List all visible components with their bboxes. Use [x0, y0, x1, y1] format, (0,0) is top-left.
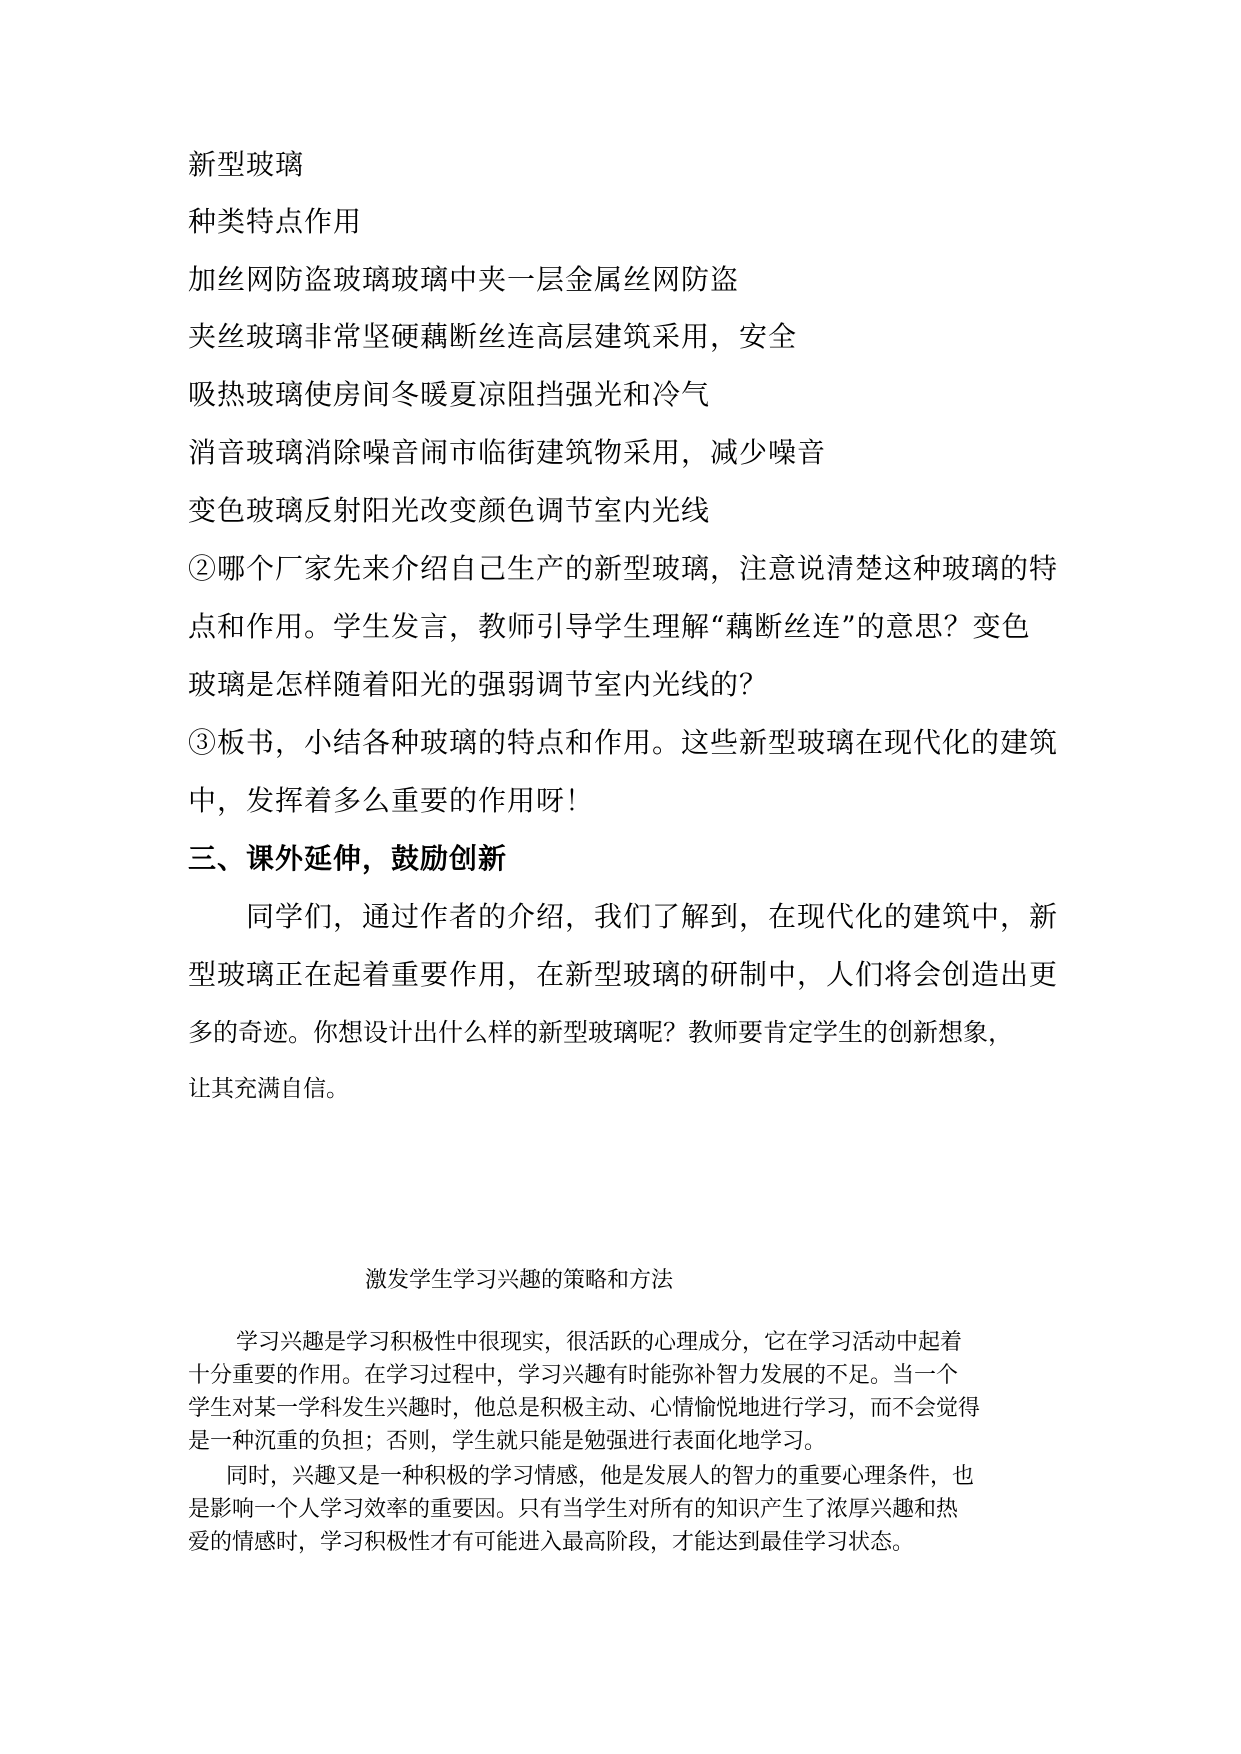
article-line: 十分重要的作用。在学习过程中，学习兴趣有时能弥补智力发展的不足。当一个: [188, 1363, 959, 1388]
article-line: 学生对某一学科发生兴趣时，他总是积极主动、心情愉悦地进行学习，而不会觉得: [188, 1396, 981, 1421]
text-line: 新型玻璃: [188, 148, 305, 181]
paragraph-line: 让其充满自信。: [188, 1076, 349, 1102]
text-line: 夹丝玻璃非常坚硬藕断丝连高层建筑采用，安全: [188, 320, 798, 353]
article-line: 是一种沉重的负担；否则，学生就只能是勉强进行表面化地学习。: [188, 1429, 827, 1454]
article-line: 学习兴趣是学习积极性中很现实，很活跃的心理成分，它在学习活动中起着: [236, 1330, 963, 1355]
paragraph-line: 同学们，通过作者的介绍，我们了解到，在现代化的建筑中，新: [246, 900, 1059, 933]
paragraph-line: 型玻璃正在起着重要作用，在新型玻璃的研制中，人们将会创造出更: [188, 958, 1059, 991]
text-line: 中，发挥着多么重要的作用呀！: [188, 784, 595, 817]
text-line: ③板书，小结各种玻璃的特点和作用。这些新型玻璃在现代化的建筑: [188, 726, 1059, 759]
paragraph-line: 多的奇迹。你想设计出什么样的新型玻璃呢？教师要肯定学生的创新想象，: [188, 1018, 1014, 1047]
text-line: 玻璃是怎样随着阳光的强弱调节室内光线的？: [188, 668, 769, 701]
article-line: 爱的情感时，学习积极性才有可能进入最高阶段，才能达到最佳学习状态。: [188, 1530, 915, 1555]
text-line: 加丝网防盗玻璃玻璃中夹一层金属丝网防盗: [188, 263, 740, 296]
article-line: 同时，兴趣又是一种积极的学习情感，他是发展人的智力的重要心理条件，也: [226, 1464, 975, 1489]
article-title: 激发学生学习兴趣的策略和方法: [365, 1268, 674, 1293]
text-line: ②哪个厂家先来介绍自己生产的新型玻璃，注意说清楚这种玻璃的特: [188, 552, 1059, 585]
text-line: 点和作用。学生发言，教师引导学生理解“藕断丝连”的意思？变色: [188, 610, 1031, 643]
text-line: 吸热玻璃使房间冬暖夏凉阻挡强光和冷气: [188, 378, 711, 411]
text-line: 变色玻璃反射阳光改变颜色调节室内光线: [188, 494, 711, 527]
text-line: 种类特点作用: [188, 205, 363, 238]
section-heading: 三、课外延伸，鼓励创新: [188, 842, 508, 875]
text-line: 消音玻璃消除噪音闹市临街建筑物采用，减少噪音: [188, 436, 827, 469]
article-line: 是影响一个人学习效率的重要因。只有当学生对所有的知识产生了浓厚兴趣和热: [188, 1497, 959, 1522]
